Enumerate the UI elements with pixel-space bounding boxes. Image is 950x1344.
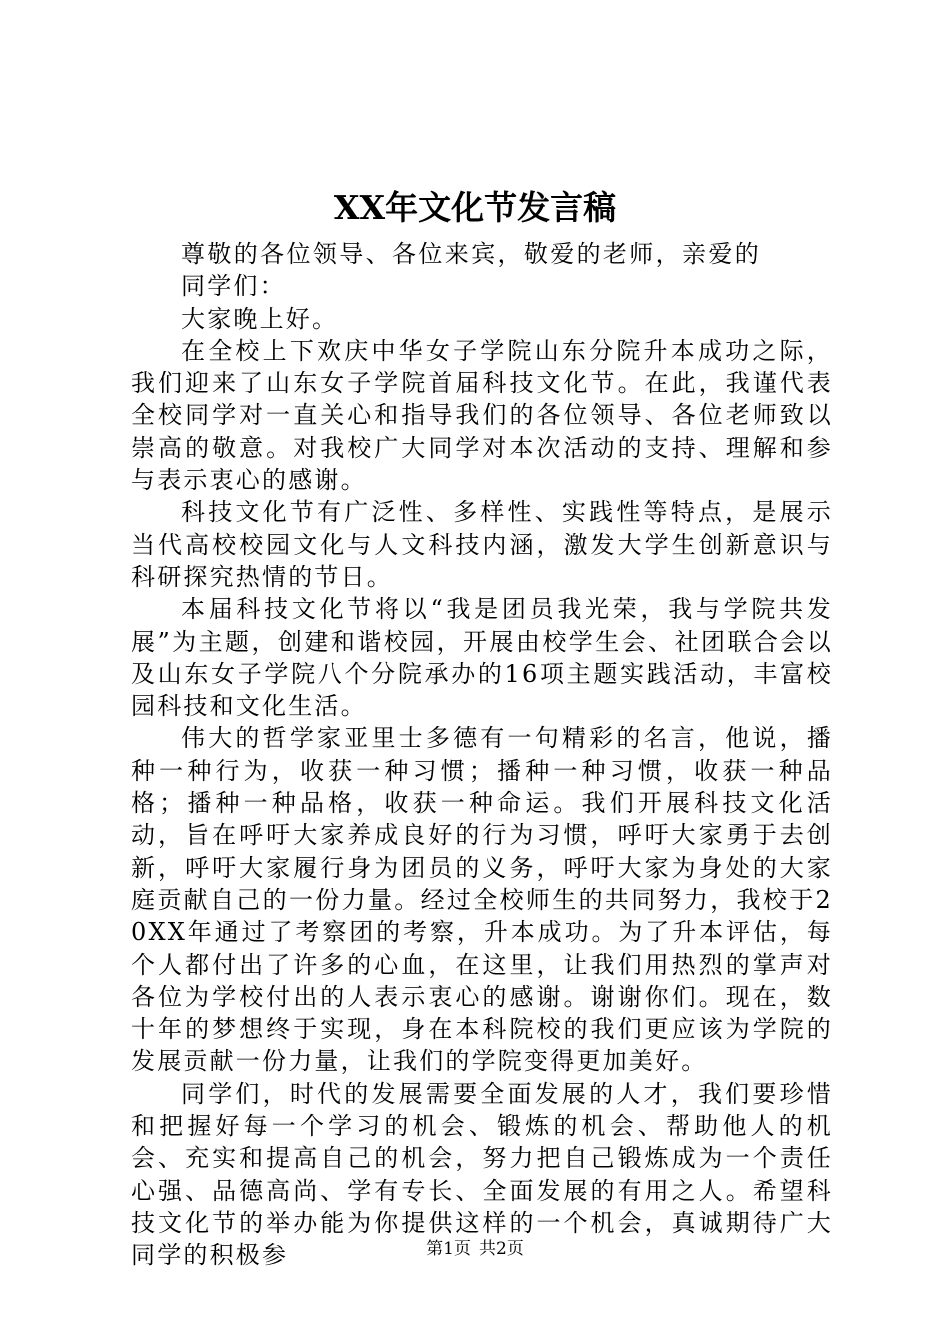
document-body [131,238,833,1272]
page-number-current: 第1页 [426,1239,471,1259]
document-title: XX年文化节发言稿 [333,188,617,227]
greeting-paragraph: 大家晚上好。 [181,304,339,333]
body-paragraph-4: 伟大的哲学家亚里士多德有一句精彩的名言，他说，播种一种行为，收获一种习惯；播种一种习惯，收获一种品格；播种一种品格，收获一种命运。我们开展科技文化活动，旨在呼吁大家养成良好的行为习惯，呼吁大家勇于去创新，呼吁大家履行身为团员的义务，呼吁大家为身处的大家庭贡献自己的一份力量。经过全校师生的共同努力，我校于20XX年通过了考察团的考察，升本成功。为了升本评估，每个人都付出了许多的心血，在这里，让我们用热烈的掌声对各位为学校付出的人表示衷心的感谢。谢谢你们。现在，数十年的梦想终于实现，身在本科院校的我们更应该为学院的发展贡献一份力量，让我们的学院变得更加美好。 [131,724,833,1076]
body-paragraph-1: 在全校上下欢庆中华女子学院山东分院升本成功之际，我们迎来了山东女子学院首届科技文化节。在此，我谨代表全校同学对一直关心和指导我们的各位领导、各位老师致以崇高的敬意。对我校广大同学对本次活动的支持、理解和参与表示衷心的感谢。 [131,336,833,495]
page-number-total: 共2页 [479,1239,524,1259]
body-paragraph-3: 本届科技文化节将以“我是团员我光荣，我与学院共发展”为主题，创建和谐校园，开展由校学生会、社团联合会以及山东女子学院八个分院承办的16项主题实践活动，丰富校园科技和文化生活。 [131,595,833,721]
body-paragraph-5: 同学们，时代的发展需要全面发展的人才，我们要珍惜和把握好每一个学习的机会、锻炼的机会、帮助他人的机会、充实和提高自己的机会，努力把自己锻炼成为一个责任心强、品德高尚、学有专长、全面发展的有用之人。希望科技文化节的举办能为你提供这样的一个机会，真诚期待广大同学的积极参 [131,1079,833,1270]
page-footer [0,1238,950,1260]
salutation-paragraph: 尊敬的各位领导、各位来宾，敬爱的老师，亲爱的同学们： [181,240,761,301]
body-paragraph-2: 科技文化节有广泛性、多样性、实践性等特点，是展示当代高校校园文化与人文科技内涵，激发大学生创新意识与科研探究热情的节日。 [131,498,833,591]
